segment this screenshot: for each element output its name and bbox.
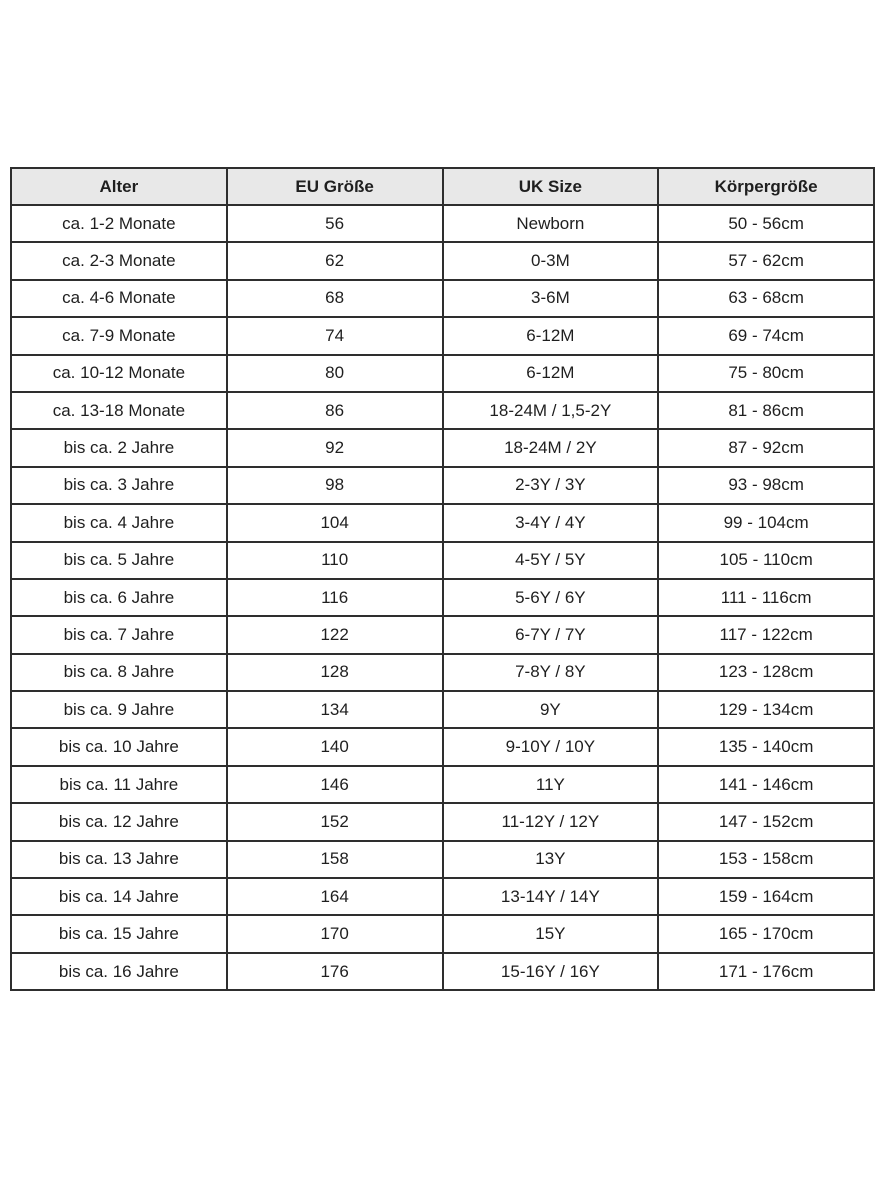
table-cell: bis ca. 16 Jahre (11, 953, 227, 990)
table-row (11, 242, 874, 279)
table-row (11, 205, 874, 242)
table-cell: 57 - 62cm (658, 242, 874, 279)
table-cell: 7-8Y / 8Y (443, 654, 659, 691)
table-cell: bis ca. 2 Jahre (11, 429, 227, 466)
table-row (11, 915, 874, 952)
column-header: UK Size (443, 168, 659, 205)
table-cell: 63 - 68cm (658, 280, 874, 317)
table-cell: 152 (227, 803, 443, 840)
table-cell: ca. 13-18 Monate (11, 392, 227, 429)
table-row (11, 280, 874, 317)
table-cell: 6-12M (443, 317, 659, 354)
table-row (11, 355, 874, 392)
table-cell: 50 - 56cm (658, 205, 874, 242)
table-cell: 80 (227, 355, 443, 392)
table-row (11, 467, 874, 504)
table-cell: 18-24M / 1,5-2Y (443, 392, 659, 429)
table-cell: 170 (227, 915, 443, 952)
size-table-body (11, 205, 874, 990)
table-cell: 140 (227, 728, 443, 765)
table-cell: 122 (227, 616, 443, 653)
table-cell: 176 (227, 953, 443, 990)
table-cell: 5-6Y / 6Y (443, 579, 659, 616)
table-cell: bis ca. 5 Jahre (11, 542, 227, 579)
table-cell: 123 - 128cm (658, 654, 874, 691)
table-cell: bis ca. 10 Jahre (11, 728, 227, 765)
table-cell: 62 (227, 242, 443, 279)
table-row (11, 654, 874, 691)
table-cell: 4-5Y / 5Y (443, 542, 659, 579)
table-cell: 74 (227, 317, 443, 354)
table-row (11, 878, 874, 915)
table-cell: 141 - 146cm (658, 766, 874, 803)
size-chart-table (10, 167, 875, 991)
table-cell: 92 (227, 429, 443, 466)
table-cell: 86 (227, 392, 443, 429)
table-cell: Newborn (443, 205, 659, 242)
table-cell: 9Y (443, 691, 659, 728)
table-cell: bis ca. 6 Jahre (11, 579, 227, 616)
table-cell: bis ca. 15 Jahre (11, 915, 227, 952)
table-row (11, 579, 874, 616)
table-row (11, 766, 874, 803)
table-cell: 99 - 104cm (658, 504, 874, 541)
table-cell: 117 - 122cm (658, 616, 874, 653)
table-cell: 129 - 134cm (658, 691, 874, 728)
table-cell: 116 (227, 579, 443, 616)
table-cell: 9-10Y / 10Y (443, 728, 659, 765)
table-cell: 13-14Y / 14Y (443, 878, 659, 915)
table-cell: bis ca. 7 Jahre (11, 616, 227, 653)
table-cell: 11Y (443, 766, 659, 803)
table-cell: 159 - 164cm (658, 878, 874, 915)
table-cell: bis ca. 4 Jahre (11, 504, 227, 541)
table-cell: 3-6M (443, 280, 659, 317)
table-cell: 18-24M / 2Y (443, 429, 659, 466)
table-cell: 15Y (443, 915, 659, 952)
table-cell: 87 - 92cm (658, 429, 874, 466)
table-cell: 165 - 170cm (658, 915, 874, 952)
table-cell: bis ca. 11 Jahre (11, 766, 227, 803)
table-cell: ca. 1-2 Monate (11, 205, 227, 242)
table-cell: 68 (227, 280, 443, 317)
table-cell: 105 - 110cm (658, 542, 874, 579)
table-cell: 134 (227, 691, 443, 728)
column-header: EU Größe (227, 168, 443, 205)
table-cell: bis ca. 14 Jahre (11, 878, 227, 915)
table-cell: 164 (227, 878, 443, 915)
table-row (11, 542, 874, 579)
table-cell: 3-4Y / 4Y (443, 504, 659, 541)
size-table-header-row (11, 168, 874, 205)
table-row (11, 317, 874, 354)
table-cell: 146 (227, 766, 443, 803)
table-cell: 110 (227, 542, 443, 579)
table-cell: 75 - 80cm (658, 355, 874, 392)
table-cell: 147 - 152cm (658, 803, 874, 840)
table-cell: 6-7Y / 7Y (443, 616, 659, 653)
table-row (11, 504, 874, 541)
table-row (11, 953, 874, 990)
table-row (11, 803, 874, 840)
table-row (11, 841, 874, 878)
table-cell: 104 (227, 504, 443, 541)
table-cell: 56 (227, 205, 443, 242)
table-cell: 6-12M (443, 355, 659, 392)
table-cell: ca. 4-6 Monate (11, 280, 227, 317)
table-row (11, 691, 874, 728)
table-row (11, 616, 874, 653)
table-cell: 15-16Y / 16Y (443, 953, 659, 990)
table-cell: 2-3Y / 3Y (443, 467, 659, 504)
table-cell: 111 - 116cm (658, 579, 874, 616)
table-cell: bis ca. 13 Jahre (11, 841, 227, 878)
table-cell: 135 - 140cm (658, 728, 874, 765)
table-cell: bis ca. 12 Jahre (11, 803, 227, 840)
table-row (11, 392, 874, 429)
table-cell: bis ca. 9 Jahre (11, 691, 227, 728)
table-cell: 158 (227, 841, 443, 878)
table-cell: ca. 2-3 Monate (11, 242, 227, 279)
table-row (11, 728, 874, 765)
table-cell: 128 (227, 654, 443, 691)
column-header: Körpergröße (658, 168, 874, 205)
table-cell: 81 - 86cm (658, 392, 874, 429)
size-chart-area (10, 167, 875, 991)
table-cell: 13Y (443, 841, 659, 878)
table-cell: ca. 10-12 Monate (11, 355, 227, 392)
size-table-head (11, 168, 874, 205)
table-cell: 0-3M (443, 242, 659, 279)
table-cell: 153 - 158cm (658, 841, 874, 878)
table-cell: 11-12Y / 12Y (443, 803, 659, 840)
column-header: Alter (11, 168, 227, 205)
table-row (11, 429, 874, 466)
table-cell: 171 - 176cm (658, 953, 874, 990)
table-cell: bis ca. 8 Jahre (11, 654, 227, 691)
table-cell: 93 - 98cm (658, 467, 874, 504)
table-cell: 98 (227, 467, 443, 504)
table-cell: 69 - 74cm (658, 317, 874, 354)
table-cell: ca. 7-9 Monate (11, 317, 227, 354)
table-cell: bis ca. 3 Jahre (11, 467, 227, 504)
